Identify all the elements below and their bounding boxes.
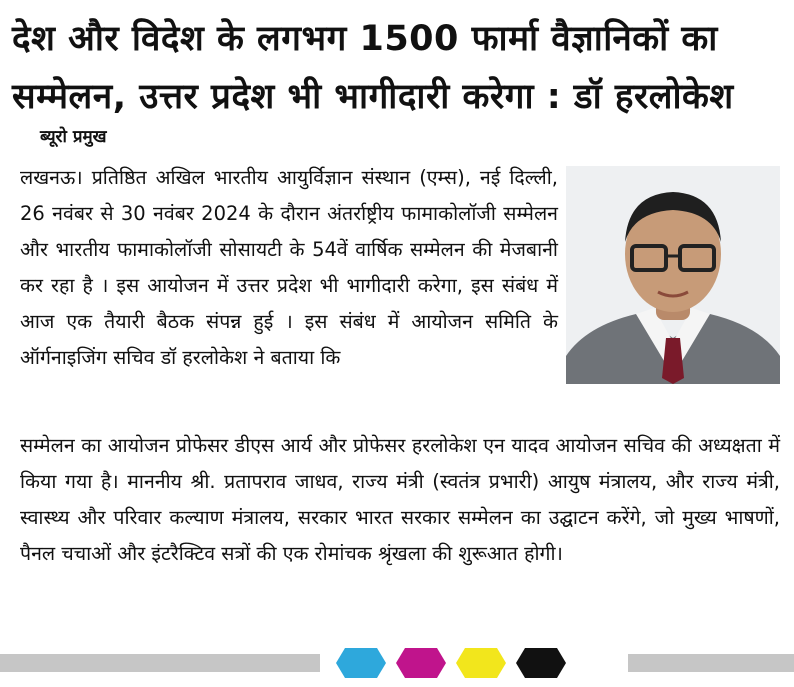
headline-line-2: सम्मेलन, उत्तर प्रदेश भी भागीदारी करेगा : डॉ हरलोकेश (12, 77, 734, 117)
byline: ब्यूरो प्रमुख (40, 127, 107, 147)
registration-mark-cyan (336, 648, 386, 678)
registration-mark-yellow (456, 648, 506, 678)
print-margin-bar-left (0, 654, 320, 672)
article-paragraph-2: सम्मेलन का आयोजन प्रोफेसर डीएस आर्य और प्रोफेसर हरलोकेश एन यादव आयोजन सचिव की अध्यक्षता में किया गया है। माननीय श्री. प्रतापराव जाधव, राज्य मंत्री (स्वतंत्र प्रभारी) आयुष मंत्रालय, और राज्य मंत्री, स्वास्थ्य और परिवार कल्याण मंत्रालय, सरकार भारत सरकार सम्मेलन का उद्घाटन करेंगे, जो मुख्य भाषणों, पैनल चचाओं और इंटरैक्टिव सत्रों की एक रोमांचक श्रृंखला की शुरूआत होगी। (20, 434, 780, 565)
registration-mark-magenta (396, 648, 446, 678)
person-portrait-image (566, 166, 780, 384)
headline-line-1: देश और विदेश के लगभग 1500 फार्मा वैज्ञानिकों का (12, 19, 718, 59)
person-photo (566, 166, 780, 384)
registration-mark-black (516, 648, 566, 678)
article-paragraph-1: लखनऊ। प्रतिष्ठित अखिल भारतीय आयुर्विज्ञान संस्थान (एम्स), नई दिल्ली, 26 नवंबर से 30 नवंबर 2024 के दौरान अंतर्राष्ट्रीय फामाकोलॉजी सम्मेलन और भारतीय फामाकोलॉजी सोसायटी के 54वें वार्षिक सम्मेलन की मेजबानी कर रहा है । इस आयोजन में उत्तर प्रदेश भी भागीदारी करेगा, इस संबंध में आज एक तैयारी बैठक संपन्न हुई । इस संबंध में आयोजन समिति के ऑर्गनाइजिंग सचिव डॉ हरलोकेश ने बताया कि (20, 166, 558, 369)
article-headline (12, 10, 782, 126)
print-margin-bar-right (628, 654, 794, 672)
